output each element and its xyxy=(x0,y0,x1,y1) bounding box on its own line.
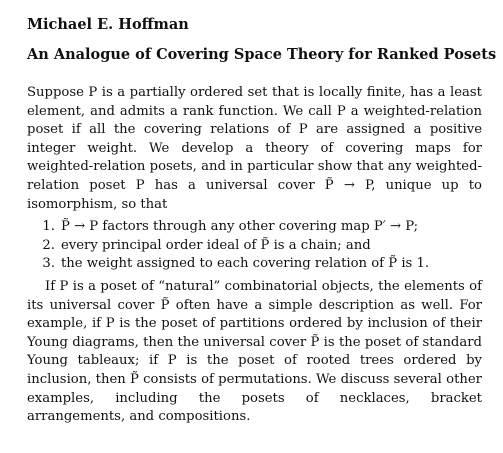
list-item-number: 3. xyxy=(42,256,55,272)
list-item-number: 2. xyxy=(42,237,55,253)
abstract-paragraph-1: Suppose P is a partially ordered set that is locally finite, has a least element, and admits a rank function. We call P a weighted-relation poset if all the covering relations of P are assigned a positive integer weight. We develop a theory of covering maps for weighted-relation posets, and in particular show that any weighted-relation poset P has a universal cover P̃ → P, unique up to isomorphism, so that xyxy=(27,85,482,212)
paper-abstract-page xyxy=(27,16,497,427)
abstract xyxy=(27,84,482,427)
list-item-text: P̃ → P factors through any other covering map P′ → P; xyxy=(61,219,419,235)
list-item xyxy=(27,237,482,256)
list-item-text: every principal order ideal of P̃ is a chain; and xyxy=(61,237,371,253)
list-item-text: the weight assigned to each covering relation of P̃ is 1. xyxy=(61,256,430,272)
list-item xyxy=(27,255,482,274)
author-name: Michael E. Hoffman xyxy=(27,16,189,33)
conditions-list xyxy=(27,218,482,274)
paper-title: An Analogue of Covering Space Theory for Ranked Posets xyxy=(27,46,497,63)
abstract-paragraph-2: If P is a poset of “natural” combinatorial objects, the elements of its universal cover P̃ often have a simple description as well. For example, if P is the poset of partitions ordered by inclusion of their Young diagrams, then the universal cover P̃ is the poset of standard Young tableaux; if P is the poset of rooted trees ordered by inclusion, then P̃ consists of permutations. We discuss several other examples, including the posets of necklaces, bracket arrangements, and compositions. xyxy=(27,278,482,425)
list-item-number: 1. xyxy=(42,219,55,235)
list-item xyxy=(27,218,482,237)
